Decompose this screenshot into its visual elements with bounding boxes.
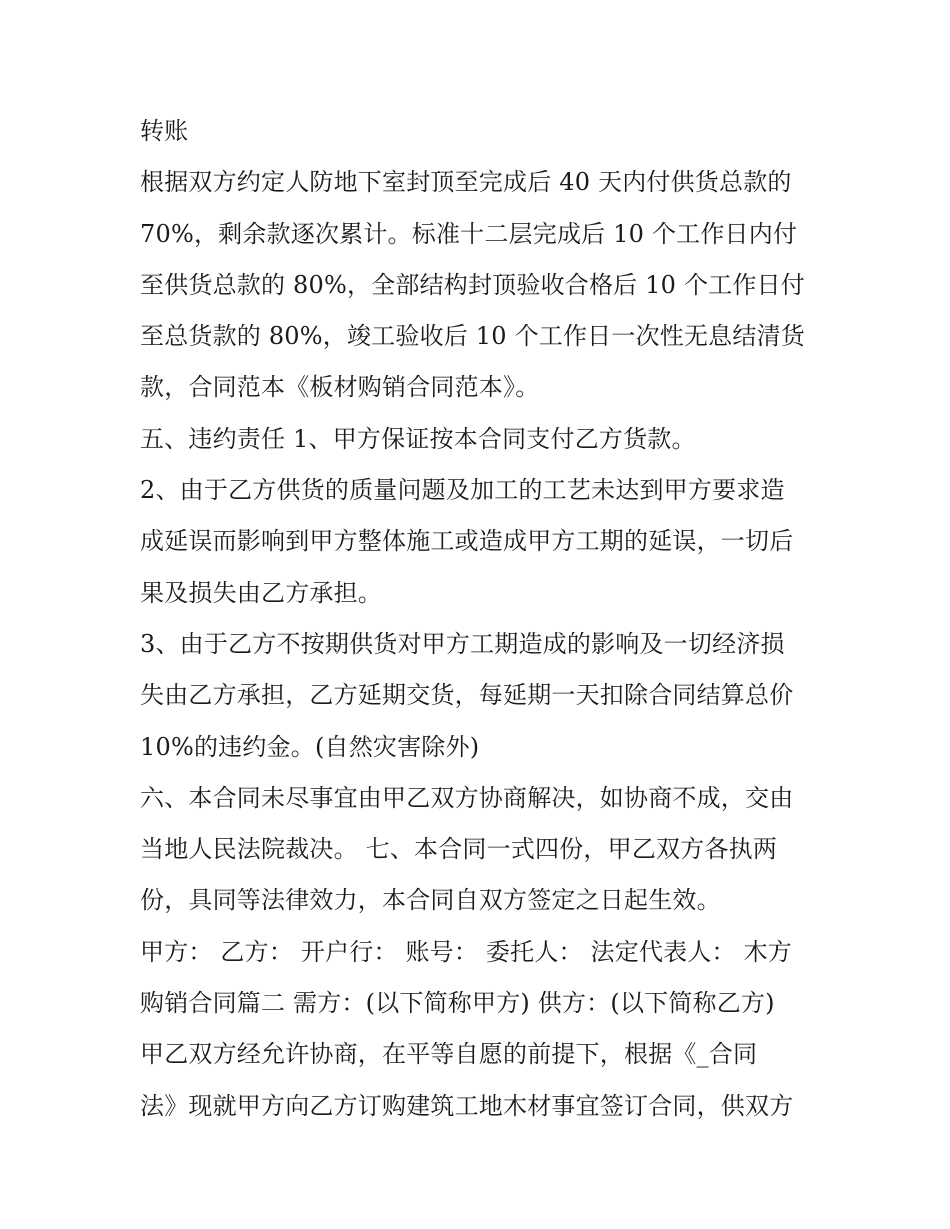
- text-line: 至总货款的 80%，竣工验收后 10 个工作日一次性无息结清货: [140, 322, 805, 351]
- text-line: 五、违约责任 1、甲方保证按本合同支付乙方货款。: [140, 424, 696, 453]
- text-line: 转账: [140, 117, 189, 145]
- text-line: 3、由于乙方不按期供货对甲方工期造成的影响及一切经济损: [140, 629, 785, 658]
- text-line: 10%的违约金。(自然灾害除外): [140, 732, 480, 761]
- text-line: 根据双方约定人防地下室封顶至完成后 40 天内付供货总款的: [140, 168, 792, 197]
- text-line: 当地人民法院裁决。 七、本合同一式四份，甲乙双方各执两: [140, 835, 778, 864]
- text-line: 果及损失由乙方承担。: [140, 578, 382, 607]
- text-line: 甲方： 乙方： 开户行： 账号： 委托人： 法定代表人： 木方: [140, 937, 792, 966]
- text-line: 成延误而影响到甲方整体施工或造成甲方工期的延误，一切后: [140, 527, 794, 556]
- text-line: 购销合同篇二 需方：(以下简称甲方) 供方：(以下简称乙方): [140, 989, 775, 1018]
- document-body: [140, 106, 830, 1132]
- text-line: 失由乙方承担，乙方延期交货，每延期一天扣除合同结算总价: [140, 681, 794, 710]
- text-line: 至供货总款的 80%，全部结构封顶验收合格后 10 个工作日付: [140, 270, 805, 299]
- text-line: 70%，剩余款逐次累计。标准十二层完成后 10 个工作日内付: [140, 219, 798, 248]
- text-line: 份，具同等法律效力，本合同自双方签定之日起生效。: [140, 886, 721, 915]
- text-line: 2、由于乙方供货的质量问题及加工的工艺未达到甲方要求造: [140, 476, 785, 505]
- text-line: 六、本合同未尽事宜由甲乙双方协商解决，如协商不成，交由: [140, 783, 794, 812]
- text-line: 款，合同范本《板材购销合同范本》。: [140, 373, 540, 402]
- text-line: 甲乙双方经允许协商，在平等自愿的前提下，根据《_合同: [140, 1040, 758, 1069]
- text-line: 法》现就甲方向乙方订购建筑工地木材事宜签订合同，供双方: [140, 1091, 794, 1120]
